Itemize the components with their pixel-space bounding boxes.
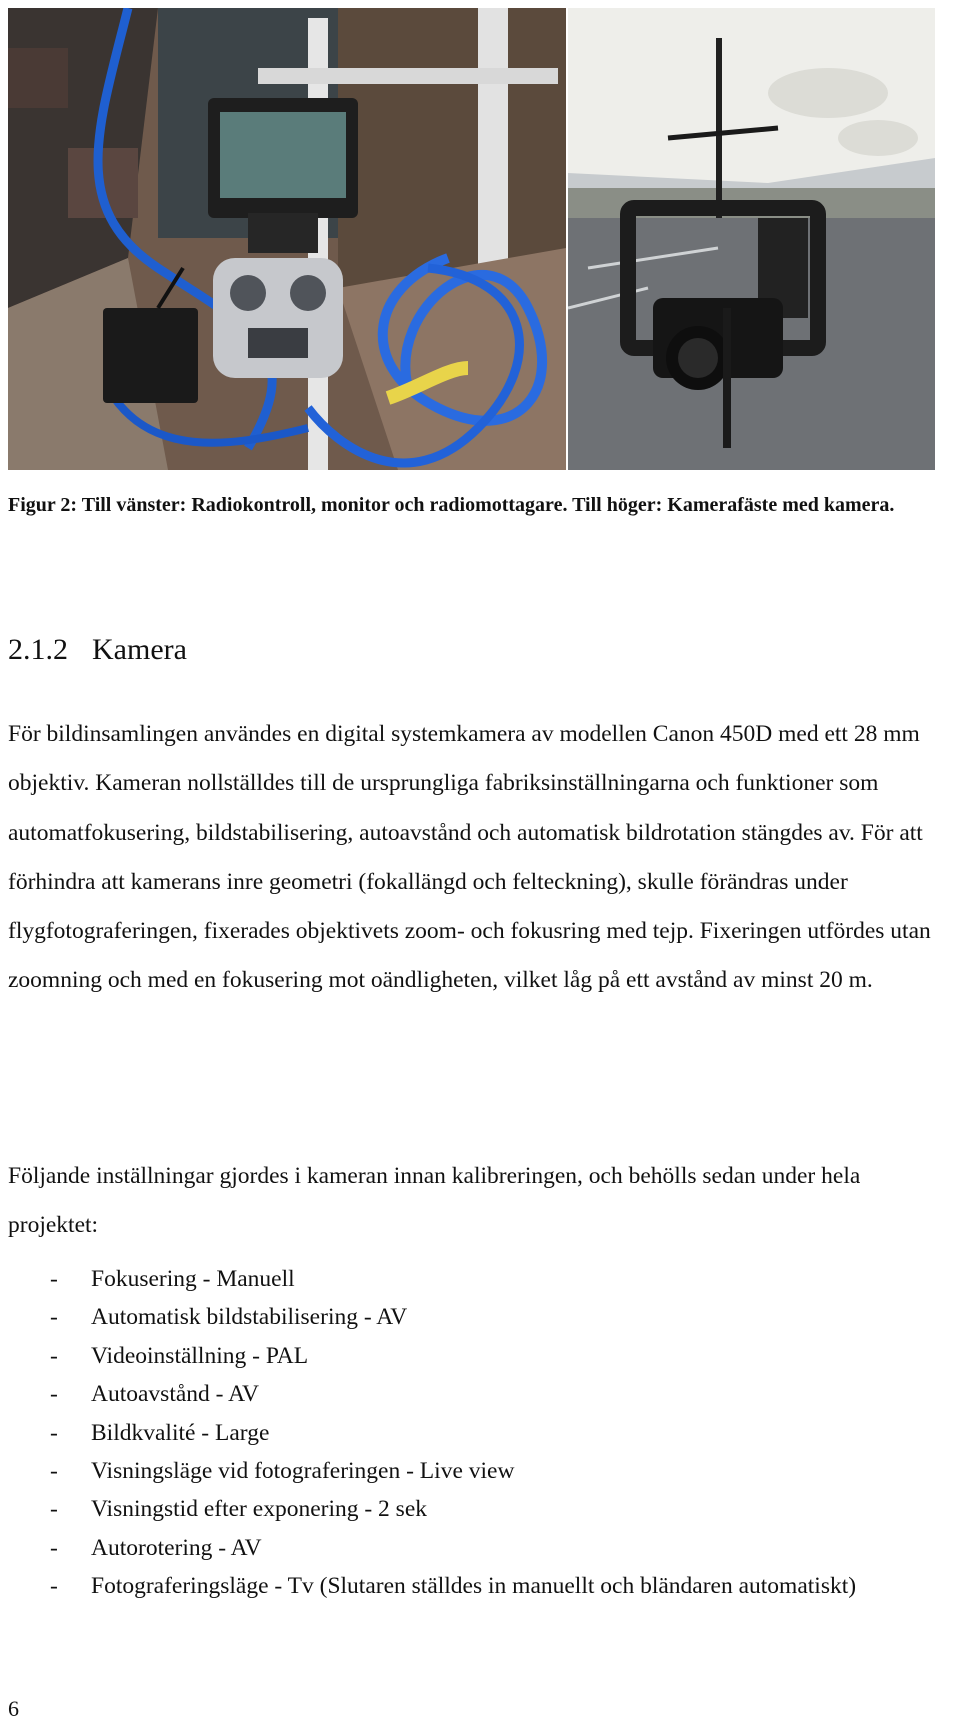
list-item-text: Fotograferingsläge - Tv (Slutaren ställdes in manuellt och bländaren automatiskt) <box>91 1573 857 1600</box>
list-bullet: - <box>50 1573 58 1600</box>
section-heading <box>8 628 187 672</box>
photo-camera-mount <box>568 8 935 470</box>
list-item <box>8 1298 953 1336</box>
radio-equipment-illustration <box>8 8 566 470</box>
list-bullet: - <box>50 1496 58 1523</box>
list-bullet: - <box>50 1419 58 1446</box>
list-item-text: Visningsläge vid fotograferingen - Live view <box>91 1458 515 1485</box>
paragraph-settings-intro: Följande inställningar gjordes i kameran innan kalibreringen, och behölls sedan under hela projektet: <box>8 1163 861 1239</box>
list-bullet: - <box>50 1534 58 1561</box>
camera-mount-illustration <box>568 8 935 470</box>
list-bullet: - <box>50 1342 58 1369</box>
list-bullet: - <box>50 1381 58 1408</box>
list-item <box>8 1452 953 1490</box>
list-item <box>8 1337 953 1375</box>
list-item-text: Automatisk bildstabilisering - AV <box>91 1304 408 1331</box>
paragraph-camera-description: För bildinsamlingen användes en digital systemkamera av modellen Canon 450D med ett 28 mm objektiv. Kameran nollställdes till de ursprungliga fabriksinställningarna och funktioner som automatfokusering, bildstabilisering, autoavstånd och automatisk bildrotation stängdes av. För att förhindra att kamerans inre geometri (fokallängd och felteckning), skulle förändras under flygfotograferingen, fixerades objektivets zoom- och fokusring med tejp. Fixeringen utfördes utan zoomning och med en fokusering mot oändligheten, vilket låg på ett avstånd av minst 20 m. <box>8 721 931 994</box>
list-item <box>8 1414 953 1452</box>
list-item <box>8 1529 953 1567</box>
list-item <box>8 1260 953 1298</box>
list-item-text: Videoinställning - PAL <box>91 1342 309 1369</box>
list-item-text: Bildkvalité - Large <box>91 1419 270 1446</box>
figure-caption: Figur 2: Till vänster: Radiokontroll, monitor och radiomottagare. Till höger: Kamerafäste med kamera. <box>8 494 895 516</box>
list-item-text: Fokusering - Manuell <box>91 1266 295 1292</box>
list-item <box>8 1375 953 1413</box>
list-bullet: - <box>50 1304 58 1331</box>
list-bullet: - <box>50 1458 58 1485</box>
list-item <box>8 1567 953 1605</box>
section-title: Kamera <box>92 633 187 666</box>
list-item-text: Autoavstånd - AV <box>91 1381 259 1408</box>
section-number: 2.1.2 <box>8 633 68 666</box>
camera-settings-list <box>8 1260 953 1606</box>
photo-radio-equipment <box>8 8 566 470</box>
list-item-text: Autorotering - AV <box>91 1534 262 1561</box>
list-bullet: - <box>50 1266 58 1292</box>
list-item-text: Visningstid efter exponering - 2 sek <box>91 1496 427 1523</box>
page-number: 6 <box>8 1696 19 1721</box>
list-item <box>8 1490 953 1528</box>
